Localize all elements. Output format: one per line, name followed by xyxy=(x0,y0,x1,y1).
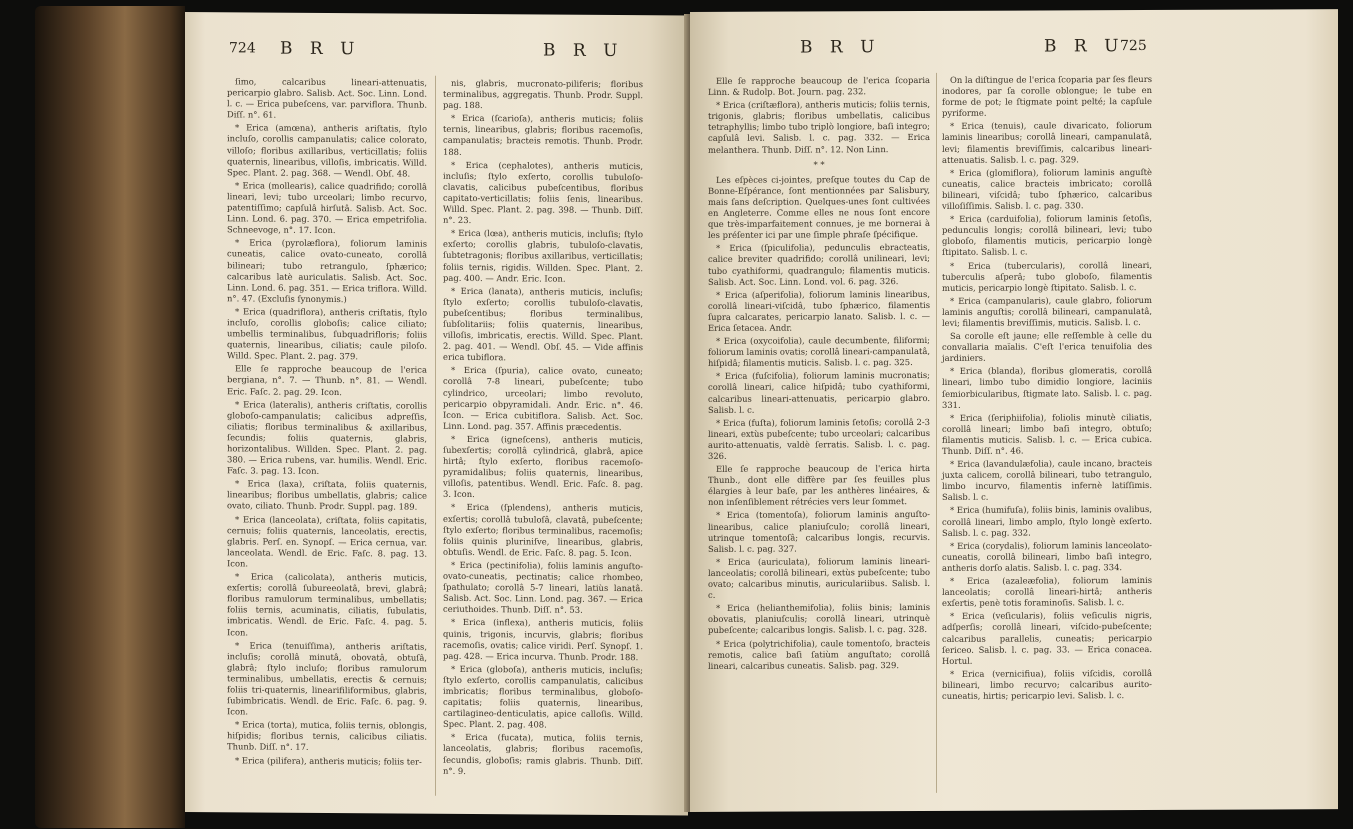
entry-paragraph: * Erica (fuſcifolia), foliorum laminis mucronatis; corollâ lineari, calice hiſpidâ; tubo cyathiformi, calcaribus lineari-attenuatis, pericarpio glabro. Salisb. l. c. xyxy=(708,370,930,415)
entry-paragraph: * Erica (oxycoifolia), caule decumbente, filiformi; foliorum laminis ovatis; corollâ lineari-campanulatâ, hiſpidâ; filamentis muticis. Salisb. l. c. pag. 325. xyxy=(708,335,930,369)
entry-paragraph: * Erica (blanda), floribus glomeratis, corollâ lineari, limbo tubo dimidio longiore, laciniis ſemiorbicularibus, ſtigmate lato. Salisb. l. c. pag. 331. xyxy=(942,365,1152,410)
entry-paragraph: * Erica (auriculata), foliorum laminis lineari-lanceolatis; corollâ bilineari, extùs pubeſcente; tubo ovato; calcaribus minutis, auriculariibus. Salisb. l. c. xyxy=(708,555,930,601)
entry-paragraph: * Erica (inflexa), antheris muticis, foliis quinis, trigonis, incurvis, glabris; floribus racemoſis, ovatis; calice viridi. Perſ. Synopſ. 1. pag. 428. — Erica incurva. Thunb. Prodr. 188. xyxy=(443,617,643,662)
entry-paragraph: * Erica (ſcarioſa), antheris muticis; foliis ternis, linearibus, glabris; floribus racemoſis, campanulatis; bracteis remotis. Thunb. Prodr. 188. xyxy=(443,113,643,157)
right-page-column-2 xyxy=(942,74,1152,704)
right-page xyxy=(690,9,1338,812)
running-header-left-col1: B R U xyxy=(280,38,361,60)
entry-paragraph: * Erica (vernicifiua), foliis viſcidis, corollâ bilineari, limbo recurvo; calcaribus aurito-cuneatis, hirtis; pericarpio levi. Salisb. l. c. xyxy=(942,667,1152,701)
left-page-column-1 xyxy=(227,76,427,769)
entry-paragraph: * Erica (tenuiſſima), antheris ariſtatis, incluſis; corollâ minutâ, obovatâ, obtuſâ, glabrâ; ſtylo incluſo; floribus ramulorum terminalibus, umbellatis, erectis & cernuis; foliis tri-quaternis, linearifiliformibus, glabris, ſubimbricatis. Wendl. de Eric. Faſc. 6. pag. 9. Icon. xyxy=(227,639,427,717)
left-page xyxy=(185,12,688,816)
entry-paragraph: * * xyxy=(813,159,825,170)
entry-paragraph: * Erica (ſeriphiifolia), foliolis minutè ciliatis, corollâ lineari; limbo baſi integro, obtuſo; filamentis muticis. Salisb. l. c. — Erica cubica. Thunb. Diſſ. n°. 46. xyxy=(942,411,1152,456)
entry-paragraph: * Erica (polytrichifolia), caule tomentoſo, bracteis remotis, calice baſi ſatiùm anguſtato; corollâ lineari, calcaribus cuneatis. Salisb. pag. 329. xyxy=(708,637,930,671)
right-page-column-1 xyxy=(708,75,930,674)
page-number-right: 725 xyxy=(1120,38,1147,55)
entry-paragraph: * Erica (lateralis), antheris criſtatis, corollis globoſo-campanulatis; calicibus adpreſſis, ciliatis; floribus terminalibus & axillaribus, ſecundis; foliis quaternis, glabris, horizontalibus. Willden. Spec. Plant. 2. pag. 380. — Erica rubens, var. humilis. Wendl. Eric. Faſc. 3. pag. 13. Icon. xyxy=(227,398,427,477)
entry-paragraph: Elle ſe rapproche beaucoup de l'erica hirta Thunb., dont elle diffère par ſes feuilles plus élargies à leur baſe, par les anthères linéaires, & non inſenſiblement rétrécies vers leur ſommet. xyxy=(708,463,930,508)
column-divider xyxy=(435,76,436,796)
entry-paragraph: * Erica (veſicularis), foliis veſiculis nigris, adſperſis; corollâ lineari, viſcido-pubeſcente; calcaribus parallelis, cuneatis; pericarpio ſericeo. Salisb. l. c. pag. 33. — Erica conacea. Hortul. xyxy=(942,610,1152,666)
entry-paragraph: * Erica (glomiflora), foliorum laminis anguſtè cuneatis, calice bracteis imbricato; corollâ bilineari, viſcidâ; tubo ſphærico, calcaribus villoſiſſimis. Salisb. l. c. pag. 330. xyxy=(942,166,1152,211)
entry-paragraph: * Erica (carduifolia), foliorum laminis ſetoſis, pedunculis longis; corollâ bilineari, levi; tubo globoſo, filamentis muticis, pericarpio longè ſtipitato. Salisb. l. c. xyxy=(942,213,1152,258)
entry-paragraph: * Erica (tenuis), caule divaricato, foliorum laminis linearibus; corollâ lineari, campanulatâ, levi; filamentis breviſſimis, calcaribus lineari-attenuatis. Salisb. l. c. pag. 329. xyxy=(942,120,1152,165)
entry-paragraph: On la diſtingue de l'erica ſcoparia par ſes fleurs inodores, par ſa corolle oblongue; le tube en forme de pot; le ſtigmate point pelté; la capſule pyriforme. xyxy=(942,73,1152,119)
left-page-column-2 xyxy=(443,78,643,780)
entry-paragraph: * Erica (aſperifolia), foliorum laminis linearibus, corollâ lineari-viſcidâ, tubo ſphærico, filamentis ſupra calcarates, pericarpio lanato. Salisb. l. c. — Erica ſetacea. Andr. xyxy=(708,288,930,333)
entry-paragraph: * Erica (cephalotes), antheris muticis, incluſis; ſtylo exſerto, corollis tubuloſo-clavatis, calicibus pubeſcentibus, floribus capitato-verticillatis; foliis ſenis, linearibus. Willd. Spec. Plant. 2. pag. 398. — Thunb. Diſſ. n°. 23. xyxy=(443,159,643,226)
entry-paragraph: * Erica (fucata), mutica, foliis ternis, lanceolatis, glabris; floribus racemoſis, ſecundis, globoſis; ramis glabris. Thunb. Diſſ. n°. 9. xyxy=(443,732,643,776)
entry-paragraph: * Erica (humifuſa), foliis binis, laminis ovalibus, corollâ lineari, limbo amplo, ſtylo longè exſerto. Salisb. l. c. pag. 332. xyxy=(942,504,1152,538)
page-number-left: 724 xyxy=(229,40,256,57)
entry-paragraph: * Erica (mollearis), calice quadrifido; corollâ lineari, levi; tubo urceolari; limbo recurvo, patentiſſimo; capſulâ hirſutâ. Salisb. Act. Soc. Linn. Lond. 6. pag. 370. — Erica empetrifolia. Schneevoge, n°. 17. Icon. xyxy=(227,180,427,236)
entry-paragraph: Les eſpèces ci-jointes, preſque toutes du Cap de Bonne-Eſpérance, ſont mentionnées par Salisbury, mais ſans deſcription. Quelques-unes ſont cultivées en Angleterre. Comme elles ne nous ſont encore que très-imparfaitement connues, je me bornerai à les préſenter ici par une ſimple phraſe ſpécifique. xyxy=(708,173,930,241)
entry-paragraph: ſimo, calcaribus lineari-attenuatis, pericarpio glabro. Salisb. Act. Soc. Linn. Lond. l. c. — Erica pubeſcens, var. parviflora. Thunb. Diſſ. n°. 61. xyxy=(227,76,427,120)
entry-paragraph: * Erica (lavandulæfolia), caule incano, bracteis juxta calicem, corollâ bilineari, tubo tetrangulo, limbo incurvo, filamentis infernè latiſſimis. Salisb. l. c. xyxy=(942,458,1152,503)
entry-paragraph: Elle ſe rapproche beaucoup de l'erica ſcoparia Linn. & Rudolp. Bot. Journ. pag. 232. xyxy=(708,74,930,98)
entry-paragraph: * Erica (fuſta), foliorum laminis ſetoſis; corollâ 2-3 lineari, extùs pubeſcente; tubo urceolari; calcaribus aurito-attenuatis, valdè ſerratis. Salisb. l. c. pag. 326. xyxy=(708,416,930,461)
entry-paragraph: * Erica (globoſa), antheris muticis, incluſis; ſtylo exſerto, corollis campanulatis, calicibus imbricatis; floribus terminalibus, globoſo-capitatis; foliis quaternis, linearibus, cartilagineo-denticulatis, apice calloſis. Willd. Spec. Plant. 2. pag. 408. xyxy=(443,663,643,730)
entry-paragraph: * Erica (campanularis), caule glabro, foliorum laminis anguſtis; corollâ bilineari, campanulatâ, levi; filamentis breviſſimis, muticis. Salisb. l. c. xyxy=(942,294,1152,328)
column-divider xyxy=(936,73,937,793)
entry-paragraph: * Erica (tomentoſa), foliorum laminis anguſto-linearibus, calice planiuſculo; corollâ lineari, utrinque tomentoſâ; calcaribus longis, recurvis. Salisb. l. c. pag. 327. xyxy=(708,509,930,554)
entry-paragraph: * Erica (ſplendens), antheris muticis, exſertis; corollâ tubuloſâ, clavatâ, pubeſcente; ſtylo exſerto; floribus terminalibus, racemoſis; foliis quinis pluriniſve, linearibus, glabris, obtuſis. Wendl. de Eric. Faſc. 8. pag. 5. Icon. xyxy=(443,502,643,558)
entry-paragraph: Elle ſe rapproche beaucoup de l'erica bergiana, n°. 7. — Thunb. n°. 81. — Wendl. Eric. Faſc. 2. pag. 29. Icon. xyxy=(227,363,427,397)
entry-paragraph: * Erica (ſpuria), calice ovato, cuneato; corollâ 7-8 lineari, pubeſcente; tubo cylindrico, urceolari; limbo revoluto, pericarpio obpyramidali. Andr. Eric. n°. 46. Icon. — Erica cubitiflora. Salisb. Act. Soc. Linn. Lond. pag. 357. Affinis præcedentis. xyxy=(443,365,643,432)
entry-paragraph: * Erica (pectinifolia), foliis laminis anguſto-ovato-cuneatis, pectinatis; calice rhombeo, ſpathulato; corollâ 5-7 lineari, latiùs lanatâ. Salisb. Act. Soc. Linn. Lond. pag. 367. — Erica ceriuthoides. Thunb. Diſſ. n°. 53. xyxy=(443,559,643,616)
running-header-left-col2: B R U xyxy=(543,40,624,62)
entry-paragraph: * Erica (pyrolæflora), foliorum laminis cuneatis, calice ovato-cuneato, corollâ bilineari; tubo retrangulo, ſphærico; calcaribus latè auriculatis. Salisb. Act. Soc. Linn. Lond. 6. pag. 351. — Erica triflora. Willd. n°. 47. (Excluſis ſynonymis.) xyxy=(227,237,427,304)
entry-paragraph: * Erica (calicolata), antheris muticis, exſertis; corollâ ſubureeolatâ, brevi, glabrâ; floribus ramulorum terminalibus, umbellatis; foliis ternis, acuminatis, ciliatis, ſubulatis, imbricatis. Wendl. de Eric. Faſc. 4. pag. 5. Icon. xyxy=(227,571,427,637)
running-header-right-col1: B R U xyxy=(800,37,881,58)
entry-paragraph: * Erica (amœna), antheris ariſtatis, ſtylo incluſo, corollis campanulatis; calice colorato, villoſo; floribus axillaribus, verticillatis; foliis quaternis, linearibus, villoſis, imbricatis. Willd. Spec. Plant. 2. pag. 368. — Wendl. Obſ. 48. xyxy=(227,122,427,179)
entry-paragraph: * Erica (lanata), antheris muticis, incluſis; ſtylo exſerto; corollis tubuloſo-clavatis, pubeſcentibus; floribus terminalibus, ſubſolitariis; foliis quaternis, linearibus, villoſis, imbricatis, erectis. Willd. Spec. Plant. 2. pag. 401. — Wendl. Obſ. 45. — Vide affinis erica tubiflora. xyxy=(443,285,643,363)
entry-paragraph: * Erica (pilifera), antheris muticis; foliis ter- xyxy=(235,754,422,767)
entry-paragraph: * Erica (lœa), antheris muticis, incluſis; ſtylo exſerto; corollis glabris, tubuloſo-clavatis, ſubtetragonis; floribus axillaribus, verticillatis; foliis ternis, rigidis. Willden. Spec. Plant. 2. pag. 400. — Andr. Eric. Icon. xyxy=(443,228,643,284)
entry-paragraph: * Erica (igneſcens), antheris muticis, ſubexſertis; corollâ cylindricâ, glabrâ, apice hirtâ; ſtylo exſerto, floribus racemoſo-pyramidalibus; foliis quaternis, linearibus, villoſis, patentibus. Wendl. Eric. Faſc. 8. pag. 3. Icon. xyxy=(443,433,643,500)
entry-paragraph: * Erica (corydalis), foliorum laminis lanceolato-cuneatis, corollâ bilineari, limbo baſi integro, antheris dorſo alatis. Salisb. l. c. pag. 334. xyxy=(942,539,1152,573)
entry-paragraph: * Erica (helianthemifolia), foliis binis; laminis obovatis, planiuſculis; corollâ lineari, utrinquè pubeſcente; calcaribus longis. Salisb. l. c. pag. 328. xyxy=(708,602,930,636)
entry-paragraph: * Erica (criſtæflora), antheris muticis; foliis ternis, trigonis, glabris; floribus umbellatis, calicibus tetraphyllis; limbo tubo triplò longiore, baſi integro; capſulâ levi. Salisb. l. c. pag. 332. — Erica melanthera. Thunb. Diſſ. n°. 12. Non Linn. xyxy=(708,99,930,155)
book-spine xyxy=(35,6,185,828)
entry-paragraph: * Erica (torta), mutica, foliis ternis, oblongis, hiſpidis; floribus ternis, calicibus ciliatis. Thunb. Diſſ. n°. 17. xyxy=(227,719,427,753)
entry-paragraph: * Erica (quadriflora), antheris criſtatis, ſtylo incluſo, corollis globoſis; calice ciliato; umbellis terminalibus, ſubquadrifloris; foliis quaternis, linearibus, ciliatis; caule piloſo. Willd. Spec. Plant. 2. pag. 379. xyxy=(227,306,427,362)
entry-paragraph: * Erica (lanceolata), criſtata, foliis capitatis, cernuis; foliis quaternis, lanceolatis, erectis, glabris. Perſ. en. Synopſ. — Erica cernua, var. lanceolata. Wendl. de Eric. Faſc. 8. pag. 13. Icon. xyxy=(227,513,427,569)
running-header-right-col2: B R U xyxy=(1044,36,1125,57)
entry-paragraph: * Erica (ſpiculifolia), pedunculis ebracteatis, calice breviter quadrifido; corollâ unilineari, levi; tubo cyathiformi, quadrangulo; filamentis muticis. Salisb. Act. Soc. Linn. Lond. vol. 6. pag. 326. xyxy=(708,242,930,287)
entry-paragraph: nis, glabris, mucronato-piliferis; floribus terminalibus, aggregatis. Thunb. Prodr. Suppl. pag. 188. xyxy=(443,77,643,111)
entry-paragraph: * Erica (tubercularis), corollâ lineari, tuberculis aſperâ; tubo globoſo, filamentis muticis, pericarpio longè ſtipitato. Salisb. l. c. xyxy=(942,259,1152,293)
entry-paragraph: * Erica (laxa), criſtata, foliis quaternis, linearibus; floribus umbellatis, glabris; calice ovato, ciliato. Thunb. Prodr. Suppl. pag. 189. xyxy=(227,478,427,513)
entry-paragraph: Sa corolle eſt jaune; elle reſſemble à celle du convallaria maïalis. C'eſt l'erica tenuifolia des jardiniers. xyxy=(942,330,1152,364)
entry-paragraph: * Erica (azaleæfolia), foliorum laminis lanceolatis; corollâ lineari-hirtâ; antheris exſertis, penè totis foraminoſis. Salisb. l. c. xyxy=(942,575,1152,609)
